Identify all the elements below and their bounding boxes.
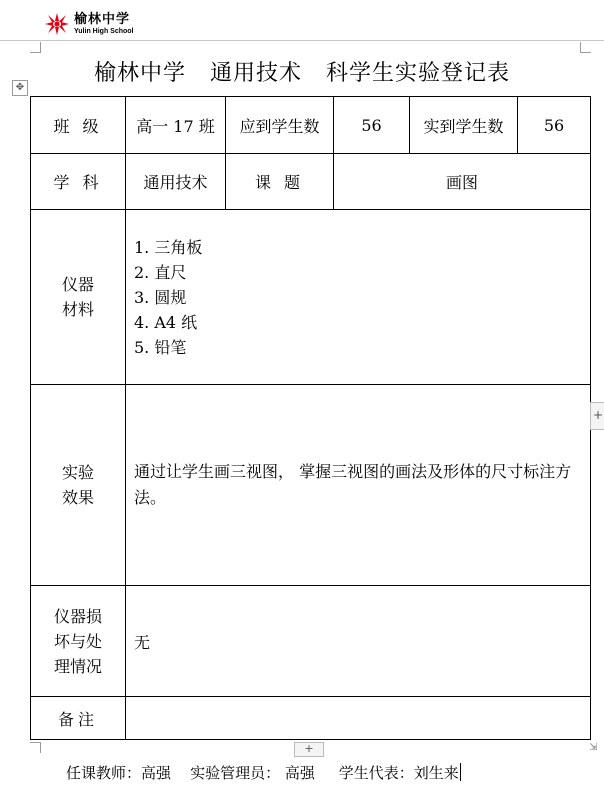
damage-label-line: 理情况	[53, 656, 102, 676]
table-row	[31, 697, 591, 740]
materials-label	[31, 210, 126, 385]
school-emblem-icon	[44, 12, 70, 36]
page-title: 榆林中学 通用技术 科学生实验登记表	[94, 61, 510, 86]
remarks-label: 备注	[31, 697, 126, 740]
materials-list-cell[interactable]	[126, 210, 591, 385]
damage-label-line: 仪器损	[53, 606, 102, 626]
logo-name-cn: 榆林中学	[74, 12, 131, 27]
add-column-button[interactable]: +	[590, 402, 604, 430]
text-cursor	[460, 763, 461, 781]
list-item: 4. A4 纸	[134, 312, 198, 332]
subject-label: 学 科	[31, 154, 126, 210]
table-row	[31, 385, 591, 586]
topic-label: 课 题	[226, 154, 334, 210]
table-resize-icon[interactable]: ⇲	[589, 742, 598, 753]
teacher-value[interactable]: 高强	[141, 764, 172, 782]
table-row	[31, 210, 591, 385]
registration-table	[30, 96, 591, 740]
materials-label-line: 仪器	[61, 275, 94, 294]
subject-value[interactable]: 通用技术	[126, 154, 226, 210]
signature-line	[66, 762, 461, 783]
header-divider	[0, 40, 604, 41]
actual-count-label: 实到学生数	[410, 97, 518, 154]
logo-name-en: Yulin High School	[74, 28, 134, 35]
add-row-button[interactable]: +	[294, 742, 324, 757]
list-item: 1. 三角板	[134, 237, 203, 257]
move-handle-icon[interactable]: ✥	[12, 80, 28, 96]
list-item: 2. 直尺	[134, 262, 187, 282]
topic-value[interactable]: 画图	[334, 154, 591, 210]
crop-mark-top-left	[30, 42, 41, 53]
damage-label	[31, 586, 126, 697]
manager-label: 实验管理员：	[190, 764, 281, 782]
effect-label	[31, 385, 126, 586]
expected-count-value[interactable]: 56	[334, 97, 410, 154]
damage-value[interactable]: 无	[126, 586, 591, 697]
table-row	[31, 586, 591, 697]
table-row	[31, 154, 591, 210]
actual-count-value[interactable]: 56	[518, 97, 591, 154]
manager-value[interactable]: 高强	[284, 764, 315, 782]
teacher-label: 任课教师：	[66, 764, 142, 782]
list-item: 3. 圆规	[134, 287, 187, 307]
damage-label-line: 坏与处	[53, 631, 102, 651]
effect-label-line: 实验	[61, 463, 94, 482]
student-label: 学生代表：	[338, 764, 414, 782]
table-row	[31, 97, 591, 154]
class-value[interactable]: 高一 17 班	[126, 97, 226, 154]
student-value[interactable]: 刘生来	[413, 764, 459, 782]
school-logo	[44, 12, 134, 36]
materials-label-line: 材料	[61, 300, 94, 319]
effect-label-line: 效果	[61, 488, 94, 507]
remarks-value[interactable]	[126, 697, 591, 740]
crop-mark-bottom-left	[30, 742, 41, 753]
crop-mark-top-right	[580, 42, 591, 53]
effect-text[interactable]: 通过让学生画三视图， 掌握三视图的画法及形体的尺寸标注方法。	[126, 385, 591, 586]
list-item: 5. 铅笔	[134, 337, 187, 357]
expected-count-label: 应到学生数	[226, 97, 334, 154]
class-label: 班 级	[31, 97, 126, 154]
materials-list	[134, 235, 590, 360]
